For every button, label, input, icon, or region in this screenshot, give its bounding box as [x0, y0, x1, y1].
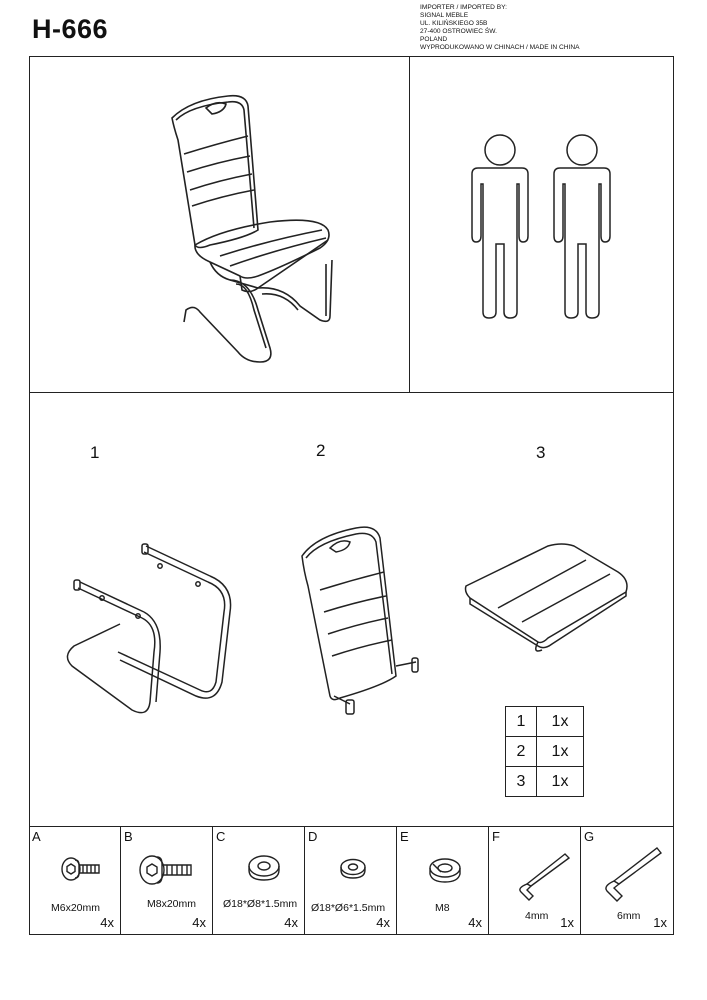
part-qty-cell: 1x [537, 707, 584, 737]
part-qty-cell: 1x [537, 767, 584, 797]
hardware-count: 1x [653, 915, 667, 930]
part-number-cell: 2 [506, 737, 537, 767]
importer-line: POLAND [420, 36, 448, 43]
assembled-chair-illustration [150, 80, 380, 370]
hardware-letter: D [308, 829, 318, 844]
part-2-backrest [296, 516, 426, 720]
hardware-letter: B [124, 829, 133, 844]
hardware-letter: G [584, 829, 595, 844]
hardware-size: Ø18*Ø6*1.5mm [311, 902, 386, 914]
step-number: 2 [316, 441, 326, 460]
hardware-item-e [397, 826, 489, 934]
hardware-size: M8 [435, 902, 450, 914]
table-row [506, 737, 584, 767]
flat-washer-icon [247, 854, 281, 882]
hex-socket-bolt-icon [61, 856, 103, 882]
hex-socket-bolt-icon [139, 854, 195, 886]
hardware-size: 4mm [525, 910, 549, 922]
parts-quantity-table [505, 706, 584, 797]
hardware-letter: E [400, 829, 409, 844]
step-number: 3 [536, 443, 546, 462]
importer-line: SIGNAL MEBLE [420, 12, 469, 19]
hardware-count: 4x [100, 915, 114, 930]
flat-washer-icon [339, 858, 367, 880]
hardware-item-f [489, 826, 581, 934]
importer-line: UL. KILIŃSKIEGO 35B [420, 20, 488, 27]
product-code: H-666 [32, 14, 109, 44]
importer-line: IMPORTER / IMPORTED BY: [420, 4, 507, 11]
hardware-size: M8x20mm [147, 898, 197, 910]
hardware-letter: C [216, 829, 226, 844]
part-qty-cell: 1x [537, 737, 584, 767]
hardware-count: 4x [468, 915, 482, 930]
allen-key-icon [513, 850, 573, 900]
hardware-item-d [305, 826, 397, 934]
table-row [506, 707, 584, 737]
person-icon [554, 135, 610, 318]
part-number-cell: 1 [506, 707, 537, 737]
hardware-item-a [29, 826, 121, 934]
hardware-count: 1x [560, 915, 574, 930]
importer-line: WYPRODUKOWANO W CHINACH / MADE IN CHINA [420, 44, 580, 51]
hardware-size: M6x20mm [51, 902, 101, 914]
hardware-item-b [121, 826, 213, 934]
importer-line: 27-400 OSTROWIEC ŚW. [420, 28, 497, 35]
part-1-chair-frame [58, 542, 238, 718]
importer-info [420, 4, 579, 52]
hardware-count: 4x [284, 915, 298, 930]
hardware-size: Ø18*Ø8*1.5mm [223, 898, 298, 910]
part-3-seat [462, 542, 638, 654]
step-number: 1 [90, 443, 100, 462]
hardware-item-g [581, 826, 674, 934]
part-number-cell: 3 [506, 767, 537, 797]
table-row [506, 767, 584, 797]
hardware-letter: F [492, 829, 500, 844]
hardware-count: 4x [376, 915, 390, 930]
spring-washer-icon [427, 856, 463, 886]
allen-key-icon [601, 846, 663, 902]
hardware-count: 4x [192, 915, 206, 930]
hardware-letter: A [32, 829, 41, 844]
hardware-size: 6mm [617, 910, 641, 922]
two-persons-assembly-icon [466, 132, 616, 322]
panel-divider [409, 56, 410, 393]
hardware-item-c [213, 826, 305, 934]
person-icon [472, 135, 528, 318]
